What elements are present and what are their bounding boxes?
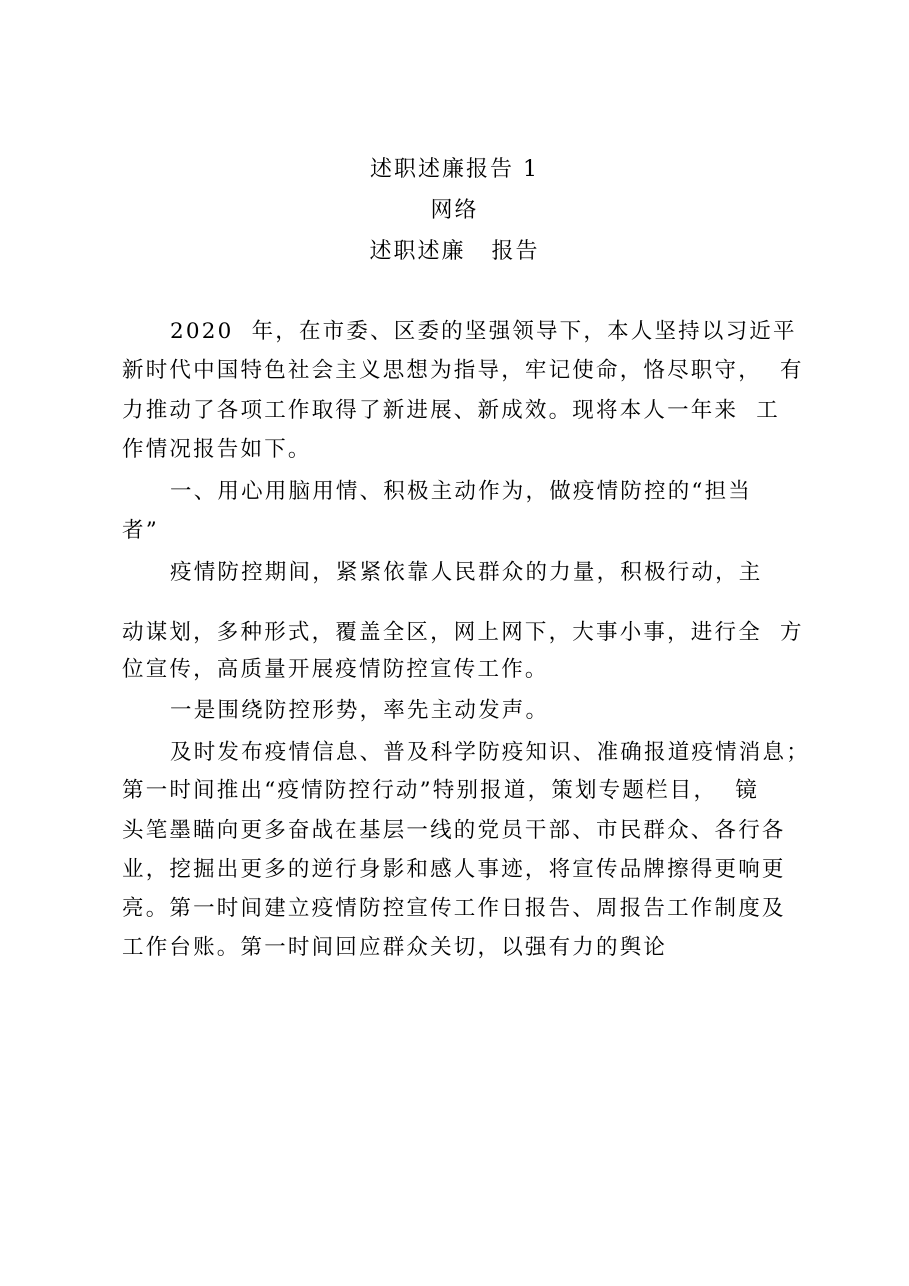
section-heading-1: 一、用心用脑用情、积极主动作为，做疫情防控的“担当: [170, 479, 752, 504]
title-line-3: [0, 237, 909, 267]
body-line-11: 业，挖掘出更多的逆行身影和感人事迹，将宣传品牌擦得更响更: [122, 857, 786, 882]
title-part-a: 述职述廉: [369, 239, 466, 264]
body-line-12: 亮。第一时间建立疫情防控宣传工作日报告、周报告工作制度及: [122, 896, 786, 921]
section-heading-1-cont: 者”: [122, 518, 159, 543]
body-line-4: 作情况报告如下。: [122, 437, 312, 462]
body-line-13: 工作台账。第一时间回应群众关切，以强有力的舆论: [122, 935, 668, 960]
body-line-7: 位宣传，高质量开展疫情防控宣传工作。: [122, 657, 549, 682]
subheading-1: 一是围绕防控形势，率先主动发声。: [170, 698, 550, 723]
body-line-3: 力推动了各项工作取得了新进展、新成效。现将本人一年来 工: [122, 398, 780, 423]
body-line-8: 及时发布疫情信息、普及科学防疫知识、准确报道疫情消息；: [170, 740, 810, 765]
body-line-6: 动谋划，多种形式，覆盖全区，网上网下，大事小事，进行全 方: [122, 620, 804, 645]
title-line-1: 述职述廉报告 1: [370, 157, 539, 182]
body-line-9: 第一时间推出“疫情防控行动”特别报道，策划专题栏目， 镜: [122, 778, 759, 803]
body-line-2: 新时代中国特色社会主义思想为指导，牢记使命，恪尽职守， 有: [122, 358, 804, 383]
title-part-b: 报告: [491, 239, 540, 264]
body-line-1: 2020 年，在市委、区委的坚强领导下，本人坚持以习近平: [170, 319, 797, 344]
title-line-2: 网络: [430, 198, 479, 223]
body-line-10: 头笔墨瞄向更多奋战在基层一线的党员干部、市民群众、各行各: [122, 818, 786, 843]
body-line-5: 疫情防控期间，紧紧依靠人民群众的力量，积极行动，主: [170, 560, 763, 585]
